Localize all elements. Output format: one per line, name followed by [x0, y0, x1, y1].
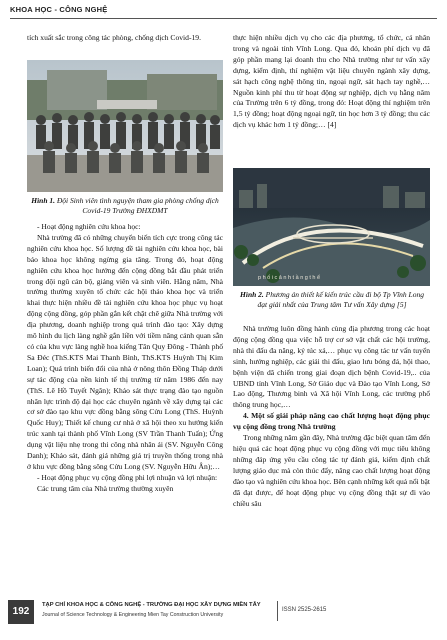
section-title: KHOA HỌC - CÔNG NGHỆ	[10, 5, 108, 14]
right-paragraph-2: Trong những năm gần đây, Nhà trường đặc biệt quan tâm đến hiệu quả các hoạt động phục vụ cộng đồng với mục tiêu không những đáp ứng yêu cầu công tác tự đánh giá, kiểm định chất lượng giáo dục mà còn thúc đẩy, nâng cao chất lượng hoạt động đào tạo và nghiên cứu khoa học. Bên cạnh những kết quả nổi bật đã đạt được, để hoạt động phục vụ cộng đồng thật sự đi vào chiều sâu	[233, 433, 430, 508]
left-paragraph-2: Nhà trường đã có những chuyển biến tích cực trong công tác nghiên cứu khoa học. Số lượng đề tài nghiên cứu khoa học, bài báo khoa học không ngừng gia tăng. Trong đó, hoạt động nghiên cứu khoa học hướng đến cộng đồng bắt đầu phát triển trong đội ngũ cán bộ, giảng viên và sinh viên. Hằng năm, Nhà trường thường xuyên tổ chức các hội thảo khoa học và triển khai thực hiện nhiều đề tài nghiên cứu khoa học phục vụ hoạt động cộng đồng, góp phần gắn kết chặt chẽ giữa Nhà trường với địa phương, doanh nghiệp trong quá trình đào tạo: Xây dựng mô hình du lịch làng nghề gắn liền với tiềm năng cảnh quan sẵn có của khu vực làng nghề hoa kiểng Tân Quy Đông - Thành phố Sa Đéc (ThS.KTS Mai Thanh Bình, ThS.KTS Huỳnh Thị Kim Loan); Quá trình biến đổi của nhà ở nông thôn Đồng Tháp dưới sự tác động của nền kinh tế thị trường từ năm 1986 đến nay (ThS. Lê Hồ Tuyết Ngân); Khảo sát thực trạng đào tạo nguồn nhân lực trình độ đại học các chuyên ngành về xây dựng tại các cơ sở đào tạo khu vực đồng bằng sông Cửu Long (ThS. Huỳnh Quốc Huy); Thiết kế chung cư nhà ở xã hội theo xu hướng kiến trúc xanh tại thành phố Vĩnh Long (SV Trần Thanh Tuấn); Ứng dụng vật liệu nhẹ trong thi công nhà nhân ái (SV. Nguyễn Công Danh); Khảo sát, đánh giá những giá trị truyền thống trong nhà ở khu vực đồng bằng sông Cửu Long (SV. Nguyễn Hữu Ân);…	[27, 232, 223, 471]
page-header	[0, 0, 447, 26]
header-rule	[10, 18, 437, 19]
figure2-caption-text: Phương án thiết kế kiến trúc cầu đi bộ Tp Vĩnh Long đạt giải nhất của Trung tâm Tư vấn Xây dựng [5]	[257, 290, 424, 309]
figure2-render	[233, 168, 430, 286]
issn: ISSN 2525-2615	[282, 607, 327, 613]
figure1-label: Hình 1.	[31, 196, 56, 205]
figure1-photo	[27, 60, 223, 192]
left-paragraph-1: - Hoạt động nghiên cứu khoa học:	[37, 222, 141, 231]
right-top-text: thực hiện nhiều dịch vụ cho các địa phương, tổ chức, cá nhân trong và ngoài tỉnh Vĩnh Long. Qua đó, khoản phí dịch vụ đã góp phần mang lại doanh thu cho Nhà trường như tư vấn xây dựng, kiểm định, thí nghiệm vật liệu chuyên ngành xây dựng, sát hạch công nghệ thông tin, ngoại ngữ, sát hạch tay nghề,… Nguồn kinh phí thu từ hoạt động sự nghiệp, dịch vụ hằng năm của Trường trên 6 tỷ đồng, trong đó: Hoạt động thí nghiệm trên 1,5 tỷ đồng; hoạt động ngoại ngữ, tin học hơn 3 tỷ đồng; thu các dịch vụ khác hơn 1 tỷ đồng;… [4]	[233, 33, 430, 130]
figure2-label: Hình 2.	[240, 290, 264, 299]
left-top-text: tích xuất sắc trong công tác phòng, chống dịch Covid-19.	[27, 33, 201, 42]
left-column-body	[27, 222, 223, 495]
figure1-caption-text: Đội Sinh viên tình nguyện tham gia phòng chống dịch Covid-19 Trường ĐHXDMT	[56, 196, 219, 215]
journal-subtitle: Journal of Science Technology & Engineering Mien Tay Construction University	[42, 612, 224, 618]
right-column-body	[233, 324, 430, 509]
section-heading: 4. Một số giải pháp nâng cao chất lượng hoạt động phục vụ cộng đồng trong Nhà trường	[233, 411, 430, 432]
page-number: 192	[8, 600, 34, 624]
journal-title: TẠP CHÍ KHOA HỌC & CÔNG NGHỆ - TRƯỜNG ĐẠI HỌC XÂY DỰNG MIỀN TÂY	[42, 602, 261, 608]
figure1-caption	[30, 196, 220, 216]
left-paragraph-4: Các trung tâm của Nhà trường thường xuyên	[37, 483, 174, 493]
footer-divider	[277, 601, 278, 621]
right-column-top	[233, 33, 430, 131]
left-paragraph-3: - Hoạt động phục vụ cộng đồng phi lợi nhuận và lợi nhuận:	[37, 472, 218, 482]
right-paragraph-1: Nhà trường luôn đồng hành cùng địa phương trong các hoạt động cộng đồng qua việc hỗ trợ cơ sở vật chất các hội trường, nhà thi đấu đa năng, ký túc xá,… phục vụ công tác tư vấn tuyển sinh, hướng nghiệp, các giải thi đấu, giao lưu bóng đá, hội thao, bệnh viện dã chiến trong giai đoạn dịch bệnh Covid-19,.. của UBND tỉnh Vĩnh Long, Sở Giáo dục và Đào tạo Vĩnh Long, Sở Lao động, Thương binh và Xã hội Vĩnh Long, các trường phổ thông trung học,…	[233, 324, 430, 410]
figure2-caption	[236, 290, 428, 310]
render-overlay-text: p h ố i c ả n h t ầ n g t h ể	[258, 275, 321, 281]
left-column-top	[27, 33, 223, 44]
